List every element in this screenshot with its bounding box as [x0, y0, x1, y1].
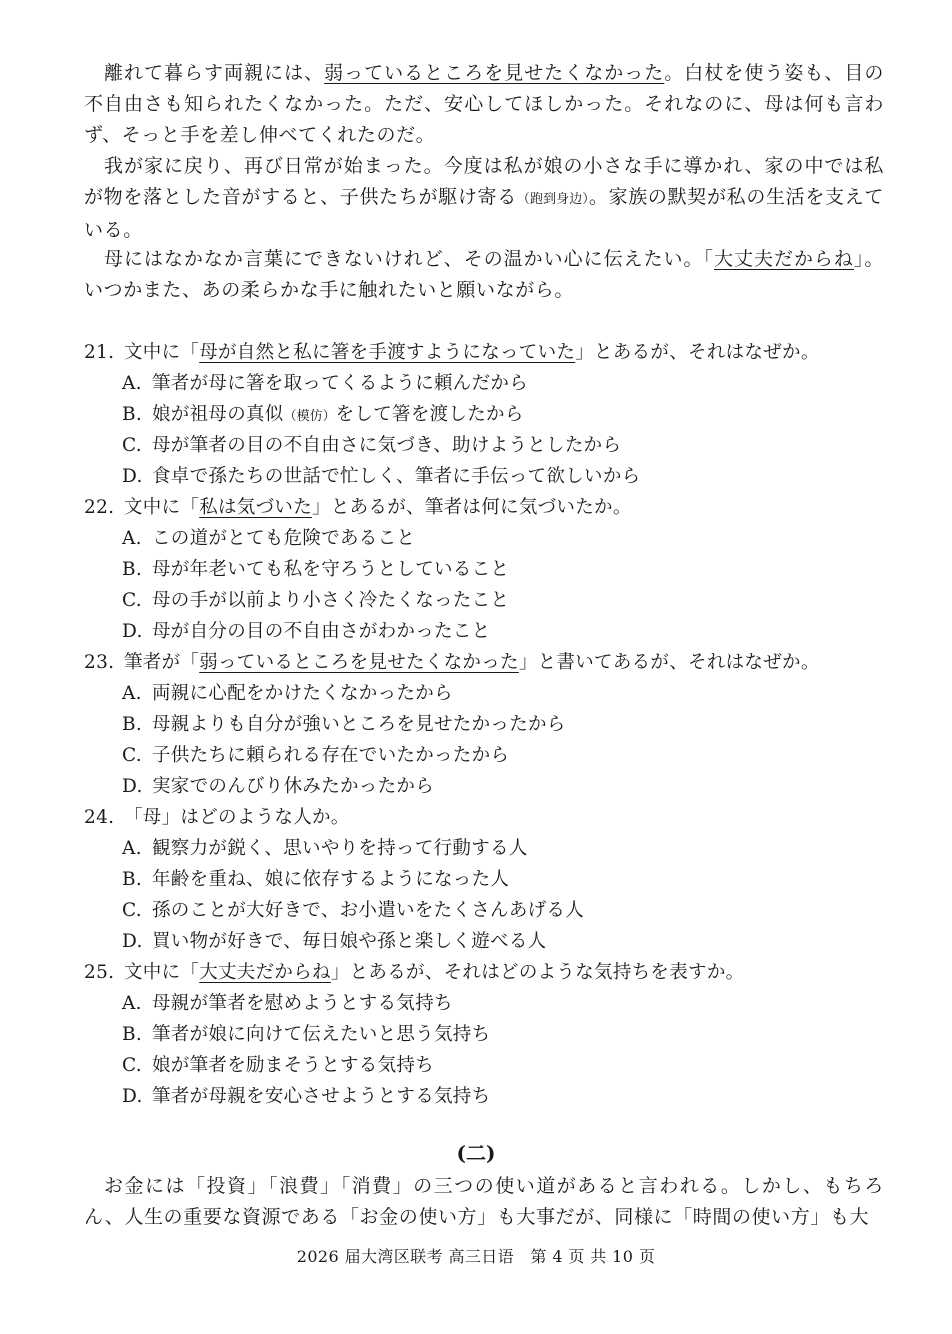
- option-23-c[interactable]: [84, 740, 884, 771]
- passage-text: 離れて暮らす両親には、: [104, 62, 325, 84]
- question-text: 」とあるが、それはどのような気持ちを表すか。: [330, 962, 745, 983]
- question-21: [84, 337, 884, 368]
- option-21-a[interactable]: [84, 368, 884, 399]
- question-text: 文中に「: [124, 962, 200, 983]
- passage-text: 我が家に戻り、再び日常が始まった。今度は私が娘の小さな手に導かれ、家の中では私が物を落とした音がすると、子供たちが駆け寄る: [84, 155, 884, 208]
- option-letter: B.: [122, 714, 143, 735]
- option-text: 筆者が娘に向けて伝えたいと思う気持ち: [152, 1024, 491, 1045]
- option-letter: A.: [122, 993, 142, 1014]
- option-25-b[interactable]: [84, 1019, 884, 1050]
- option-letter: D.: [122, 1086, 143, 1107]
- option-letter: C.: [122, 900, 142, 921]
- option-24-b[interactable]: [84, 864, 884, 895]
- question-text: 」と書いてあるが、それはなぜか。: [518, 652, 820, 673]
- option-22-d[interactable]: [84, 616, 884, 647]
- option-text: 母が自分の目の不自由さがわかったこと: [152, 621, 491, 642]
- option-23-b[interactable]: [84, 709, 884, 740]
- option-text: 買い物が好きで、毎日娘や孫と楽しく遊べる人: [152, 931, 547, 952]
- option-letter: C.: [122, 435, 142, 456]
- option-22-a[interactable]: [84, 523, 884, 554]
- question-24: [84, 802, 884, 833]
- option-text: 実家でのんびり休みたかったから: [152, 776, 435, 797]
- option-text: をして箸を渡したから: [335, 404, 524, 425]
- option-letter: A.: [122, 838, 142, 859]
- option-text: 母親よりも自分が強いところを見せたかったから: [152, 714, 566, 735]
- option-letter: B.: [122, 1024, 143, 1045]
- passage-paragraph-3: [84, 244, 884, 306]
- underlined-phrase: 大丈夫だからね: [714, 248, 854, 270]
- option-text: 筆者が母に箸を取ってくるように頼んだから: [152, 373, 529, 394]
- passage-paragraph-1: [84, 58, 884, 151]
- question-number: 21.: [84, 342, 115, 363]
- option-letter: B.: [122, 559, 143, 580]
- option-letter: D.: [122, 931, 143, 952]
- option-letter: A.: [122, 373, 142, 394]
- option-text: 娘が筆者を励まそうとする気持ち: [152, 1055, 435, 1076]
- option-letter: C.: [122, 1055, 142, 1076]
- option-letter: A.: [122, 528, 142, 549]
- underlined-phrase: 弱っているところを見せたくなかった: [199, 652, 519, 673]
- question-text: 」とあるが、筆者は何に気づいたか。: [312, 497, 632, 518]
- option-25-c[interactable]: [84, 1050, 884, 1081]
- question-number: 22.: [84, 497, 115, 518]
- option-text: 年齢を重ね、娘に依存するようになった人: [152, 869, 510, 890]
- option-23-d[interactable]: [84, 771, 884, 802]
- option-24-a[interactable]: [84, 833, 884, 864]
- question-text: 「母」はどのような人か。: [124, 807, 350, 828]
- option-letter: D.: [122, 466, 143, 487]
- question-text: 文中に「: [124, 497, 200, 518]
- question-text: 」とあるが、それはなぜか。: [575, 342, 820, 363]
- option-letter: C.: [122, 590, 142, 611]
- option-letter: B.: [122, 869, 143, 890]
- underlined-phrase: 大丈夫だからね: [199, 962, 331, 983]
- option-22-c[interactable]: [84, 585, 884, 616]
- option-text: 食卓で孫たちの世話で忙しく、筆者に手伝って欲しいから: [152, 466, 641, 487]
- option-25-d[interactable]: [84, 1081, 884, 1112]
- passage-text: 母にはなかなか言葉にできないけれど、その温かい心に伝えたい。「: [104, 248, 715, 270]
- translation-note: （模仿）: [283, 409, 336, 424]
- option-text: 筆者が母親を安心させようとする気持ち: [152, 1086, 491, 1107]
- option-text: 両親に心配をかけたくなかったから: [152, 683, 453, 704]
- question-25: [84, 957, 884, 988]
- option-text: 観察力が鋭く、思いやりを持って行動する人: [152, 838, 528, 859]
- option-text: この道がとても危険であること: [152, 528, 416, 549]
- passage-text: 。家族の默契が私の生活を支えている。: [84, 186, 884, 241]
- underlined-phrase: 弱っているところを見せたくなかった: [324, 62, 665, 84]
- question-text: 筆者が「: [124, 652, 200, 673]
- option-24-d[interactable]: [84, 926, 884, 957]
- option-letter: C.: [122, 745, 142, 766]
- option-24-c[interactable]: [84, 895, 884, 926]
- option-letter: A.: [122, 683, 142, 704]
- section-title: (二): [456, 1141, 496, 1165]
- underlined-phrase: 母が自然と私に箸を手渡すようになっていた: [199, 342, 576, 363]
- option-21-b[interactable]: [84, 399, 884, 430]
- option-text: 母親が筆者を慰めようとする気持ち: [152, 993, 453, 1014]
- option-22-b[interactable]: [84, 554, 884, 585]
- option-text: 母の手が以前より小さく冷たくなったこと: [152, 590, 510, 611]
- question-number: 24.: [84, 807, 115, 828]
- option-text: 娘が祖母の真似: [152, 404, 284, 425]
- option-text: 母が筆者の目の不自由さに気づき、助けようとしたから: [152, 435, 622, 456]
- question-text: 文中に「: [124, 342, 200, 363]
- question-number: 25.: [84, 962, 115, 983]
- question-23: [84, 647, 884, 678]
- section2-paragraph: お金には「投資」「浪費」「消費」の三つの使い道があると言われる。しかし、もちろん、人生の重要な資源である「お金の使い方」も大事だが、同様に「時間の使い方」も大: [84, 1175, 884, 1228]
- option-text: 母が年老いても私を守ろうとしていること: [152, 559, 510, 580]
- option-21-d[interactable]: [84, 461, 884, 492]
- option-letter: D.: [122, 776, 143, 797]
- question-list: [84, 337, 884, 1112]
- page-footer: 2026 届大湾区联考 高三日语 第 4 页 共 10 页: [296, 1247, 656, 1266]
- translation-note: （跑到身边）: [516, 192, 589, 207]
- option-text: 孫のことが大好きで、お小遣いをたくさんあげる人: [152, 900, 585, 921]
- option-21-c[interactable]: [84, 430, 884, 461]
- question-number: 23.: [84, 652, 115, 673]
- passage-text: 」。いつかまた、あの柔らかな手に触れたいと願いながら。: [84, 248, 884, 301]
- option-23-a[interactable]: [84, 678, 884, 709]
- underlined-phrase: 私は気づいた: [199, 497, 313, 518]
- option-text: 子供たちに頼られる存在でいたかったから: [152, 745, 510, 766]
- option-letter: B.: [122, 404, 143, 425]
- option-25-a[interactable]: [84, 988, 884, 1019]
- passage-text: 。白杖を使う姿も、目の不自由さも知られたくなかった。ただ、安心してほしかった。それなのに、母は何も言わず、そっと手を差し伸べてくれたのだ。: [84, 62, 884, 146]
- passage-paragraph-2: [84, 151, 884, 246]
- question-22: [84, 492, 884, 523]
- option-letter: D.: [122, 621, 143, 642]
